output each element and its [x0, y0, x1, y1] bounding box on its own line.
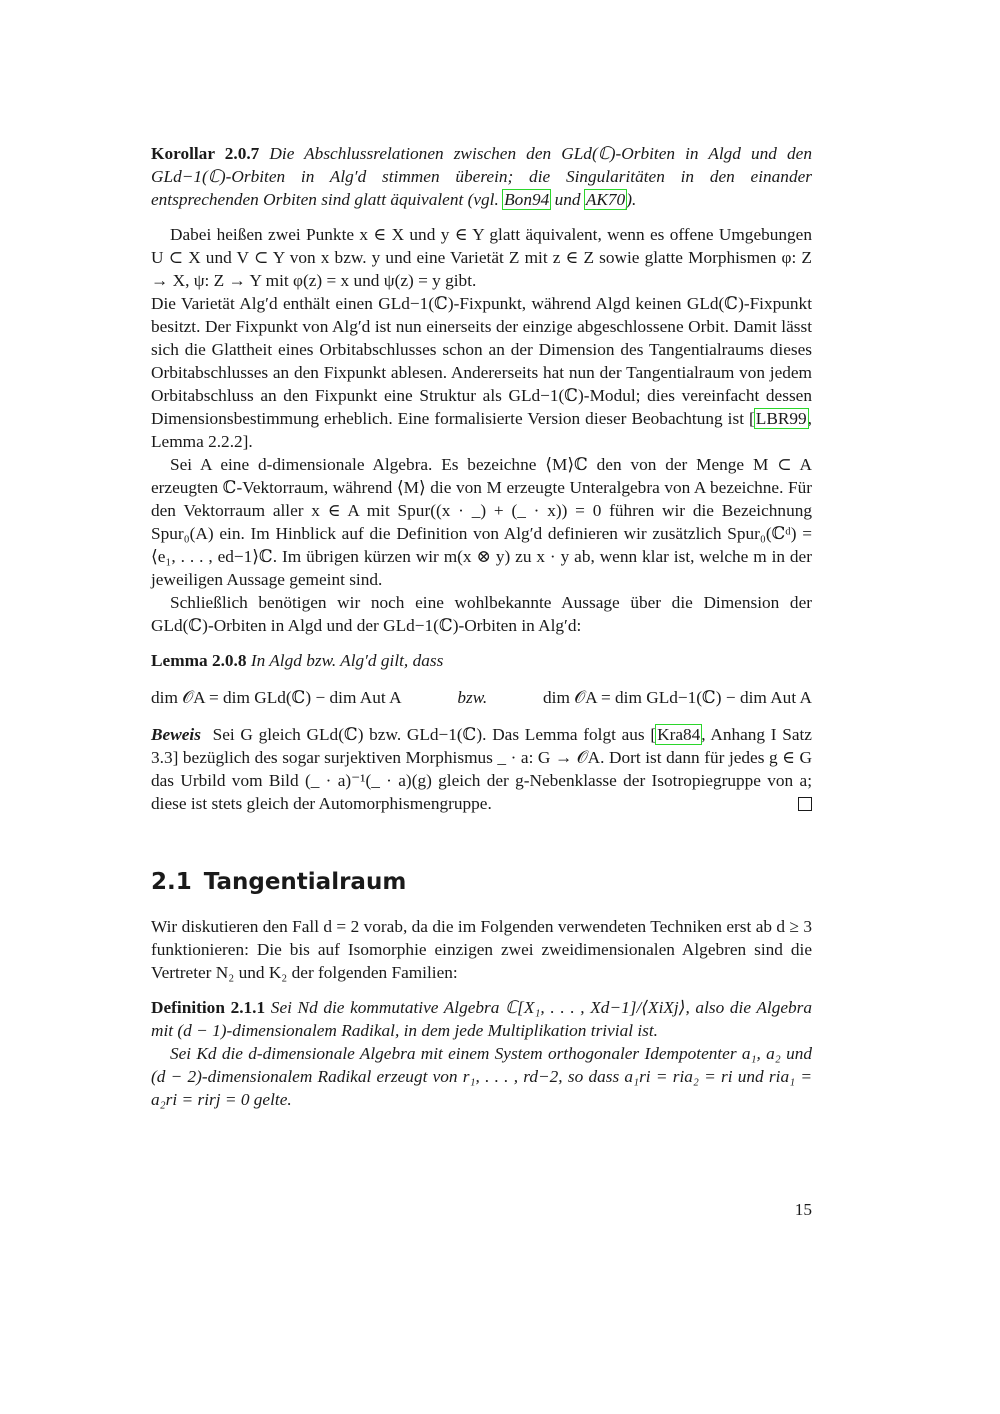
lemma-2-0-8 — [151, 649, 812, 672]
paragraph-notation: Sei A eine d-dimensionale Algebra. Es bezeichne ⟨M⟩ℂ den von der Menge M ⊂ A erzeugten ℂ-Vektorraum, während ⟨M⟩ die von M erzeugte Unteralgebra von A bezeichne. Für den Vektorraum aller x ∈ A mit Spur((x · _) + (_ · x)) = 0 führen wir die Bezeichnung Spur₀(A) ein. Im Hinblick auf die Definition von Alg′d definieren wir zusätzlich Spur₀(ℂᵈ) = ⟨e₁, . . . , ed−1⟩ℂ. Im übrigen kürzen wir m(x ⊗ y) zu x · y ab, wenn klar ist, welche m in der jeweiligen Aussage gemeint sind. — [151, 455, 812, 589]
paragraph-fixpoint-tail: , Lemma 2.2.2]. — [151, 409, 812, 451]
citation-kra84[interactable]: Kra84 — [657, 725, 701, 744]
paragraph-case-d2: Wir diskutieren den Fall d = 2 vorab, da die im Folgenden verwendeten Techniken erst ab d ≥ 3 funktionieren: Die bis auf Isomorphie einzigen zwei zweidimensionalen Algebren sind die Vertreter N₂ und K₂ der folgenden Familien: — [151, 917, 812, 982]
formula-left: dim 𝒪A = dim GLd(ℂ) − dim Aut A — [151, 688, 402, 707]
formula-connector: bzw. — [457, 688, 488, 707]
spacer — [151, 211, 812, 223]
corollary-text: Die Abschlussrelationen zwischen den GLd(ℂ)-Orbiten in Algd und den GLd−1(ℂ)-Orbiten in Alg′d stimmen überein; die Singularitäten in den einander entsprechenden Orbiten sind glatt äquivalent (vgl. — [151, 144, 812, 209]
citation-ak70[interactable]: AK70 — [585, 190, 626, 209]
citation-lbr99[interactable]: LBR99 — [755, 409, 807, 428]
lemma-formula — [151, 686, 812, 709]
corollary-label: Korollar 2.0.7 — [151, 144, 260, 163]
definition-text-nd: Sei Nd die kommutative Algebra ℂ[X₁, . . . , Xd−1]/⟨XiXj⟩, also die Algebra mit (d − 1)-dimensionalem Radikal, in dem jede Multiplikation trivial ist. — [151, 998, 813, 1040]
qed-square-icon — [798, 797, 812, 811]
proof-block — [151, 723, 812, 815]
definition-2-1-1 — [151, 996, 812, 1042]
paragraph-dimension: Schließlich benötigen wir noch eine wohlbekannte Aussage über die Dimension der GLd(ℂ)-Orbiten in Algd und der GLd−1(ℂ)-Orbiten in Alg′d: — [151, 593, 812, 635]
corollary-text-end: ). — [626, 190, 637, 209]
section-heading — [151, 867, 812, 897]
corollary-text-join: und — [550, 190, 585, 209]
spacer — [151, 637, 812, 649]
page-number: 15 — [794, 1200, 812, 1219]
lemma-label: Lemma 2.0.8 — [151, 651, 247, 670]
page-content — [151, 142, 812, 1111]
spacer — [151, 984, 812, 996]
formula-right: dim 𝒪A = dim GLd−1(ℂ) − dim Aut A — [543, 688, 812, 707]
definition-text-kd: Sei Kd die d-dimensionale Algebra mit einem System orthogonaler Idempotenter a₁, a₂ und (d − 2)-dimensionalem Radikal erzeugt von r₁, . . . , rd−2, so dass a₁ri = ria₂ = ri und ria₁ = a₂ri = rirj = 0 gelte. — [151, 1044, 812, 1109]
proof-text: Sei G gleich GLd(ℂ) bzw. GLd−1(ℂ). Das Lemma folgt aus [ — [212, 725, 657, 744]
proof-label: Beweis — [151, 725, 201, 744]
corollary-2-0-7 — [151, 142, 812, 211]
section-title: Tangentialraum — [203, 869, 407, 895]
paragraph-smooth-equivalence: Dabei heißen zwei Punkte x ∈ X und y ∈ Y glatt äquivalent, wenn es offene Umgebungen U ⊂ X und V ⊂ Y von x bzw. y und eine Varietät Z mit z ∈ Z sowie glatte Morphismen φ: Z → X, ψ: Z → Y mit φ(z) = x und ψ(z) = y gibt. — [151, 225, 812, 290]
lemma-text: In Algd bzw. Alg′d gilt, dass — [250, 651, 444, 670]
proof-text-tail: , Anhang I Satz 3.3] bezüglich des sogar surjektiven Morphismus _ · a: G → 𝒪A. Dort ist dann für jedes g ∈ G das Urbild vom Bild (_ · a)⁻¹(_ · a)(g) gleich der g-Nebenklasse der Isotropiegruppe von a; diese ist stets gleich der Automorphismengruppe. — [151, 725, 812, 813]
citation-bon94[interactable]: Bon94 — [504, 190, 550, 209]
paragraph-fixpoint-text: Die Varietät Alg′d enthält einen GLd−1(ℂ)-Fixpunkt, während Algd keinen GLd(ℂ)-Fixpunkt besitzt. Der Fixpunkt von Alg′d ist nun einerseits der einzige abgeschlossene Orbit. Damit lässt sich die Glattheit eines Orbitabschlusses schon an der Dimension des Tangentialraums dieses Orbitabschlusses an den Fixpunkt ablesen. Andererseits hat nun der Tangentialraum von jedem Orbitabschluss an den Fixpunkt eine Struktur als GLd−1(ℂ)-Modul; dies vereinfacht dessen Dimensionsbestimmung erheblich. Eine formalisierte Version dieser Beobachtung ist [ — [151, 294, 812, 428]
paragraph-fixpoint — [151, 292, 812, 453]
section-number: 2.1 — [151, 869, 192, 895]
definition-label: Definition 2.1.1 — [151, 998, 266, 1017]
